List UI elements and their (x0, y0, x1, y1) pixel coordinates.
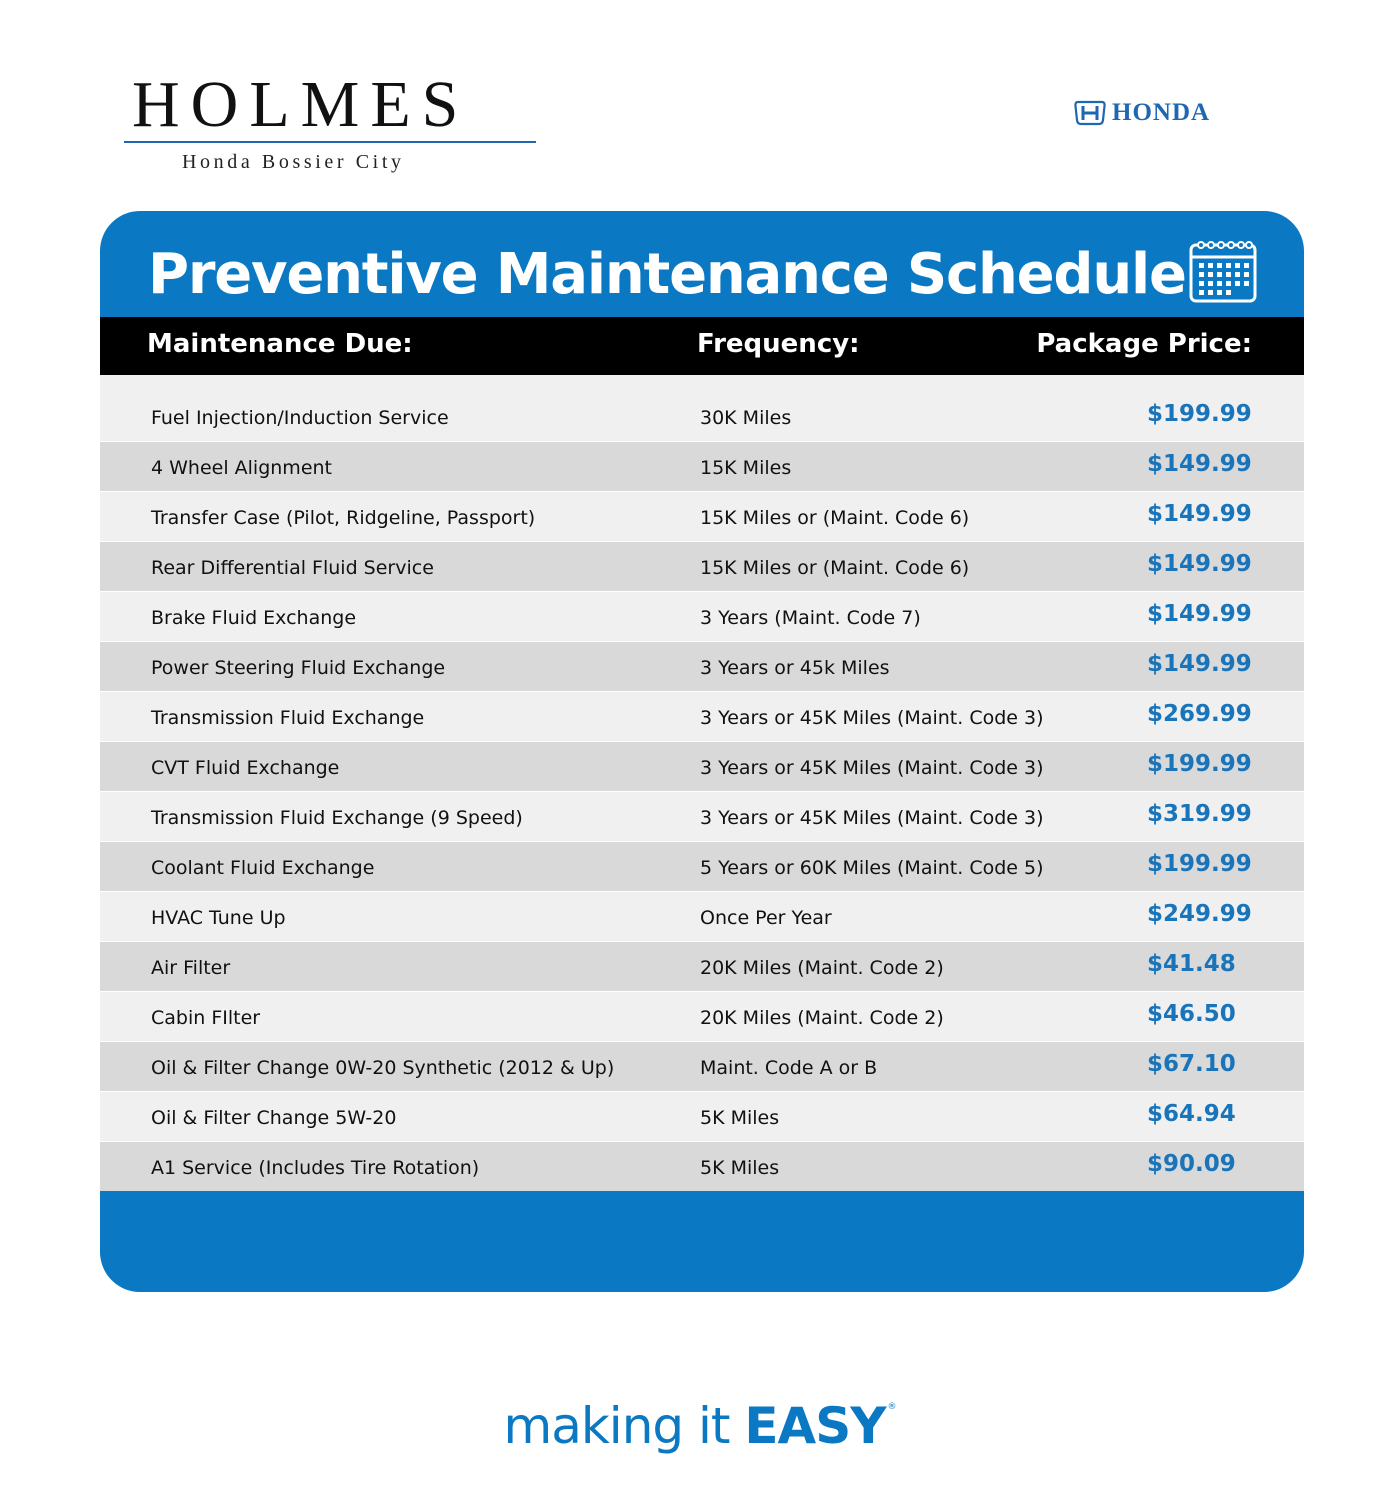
schedule-table-body (100, 375, 1304, 1191)
frequency-cell: 5K Miles (700, 1107, 780, 1129)
frequency-cell: 3 Years or 45k Miles (700, 657, 890, 679)
dealer-subtitle: Honda Bossier City (182, 151, 405, 173)
frequency-cell: 3 Years or 45K Miles (Maint. Code 3) (700, 757, 1044, 779)
table-row (100, 691, 1304, 741)
table-row (100, 741, 1304, 791)
maintenance-item: Oil & Filter Change 0W-20 Synthetic (2012 & Up) (151, 1057, 615, 1079)
schedule-title: Preventive Maintenance Schedule (148, 242, 1186, 307)
table-row (100, 991, 1304, 1041)
table-row (100, 441, 1304, 491)
price-cell: $90.09 (1147, 1151, 1236, 1177)
table-row (100, 491, 1304, 541)
price-cell: $319.99 (1147, 801, 1252, 827)
table-row (100, 1091, 1304, 1141)
table-row (100, 541, 1304, 591)
maintenance-item: Coolant Fluid Exchange (151, 857, 375, 879)
table-row (100, 1141, 1304, 1191)
maintenance-item: Transmission Fluid Exchange (9 Speed) (151, 807, 523, 829)
maintenance-item: Transfer Case (Pilot, Ridgeline, Passport) (151, 507, 536, 529)
table-row (100, 841, 1304, 891)
table-row (100, 1041, 1304, 1091)
price-cell: $64.94 (1147, 1101, 1236, 1127)
table-row (100, 941, 1304, 991)
tagline-emphasis: EASY (744, 1397, 886, 1455)
maintenance-item: 4 Wheel Alignment (151, 457, 333, 479)
maintenance-item: Air Filter (151, 957, 231, 979)
price-cell: $149.99 (1147, 601, 1252, 627)
frequency-cell: 15K Miles or (Maint. Code 6) (700, 557, 970, 579)
dealer-name: HOLMES (132, 68, 470, 141)
honda-h-logo-icon (1074, 100, 1106, 126)
price-cell: $199.99 (1147, 751, 1252, 777)
frequency-cell: 5 Years or 60K Miles (Maint. Code 5) (700, 857, 1044, 879)
tagline-prefix: making it (503, 1397, 745, 1455)
dealer-logo (124, 68, 536, 174)
price-cell: $67.10 (1147, 1051, 1236, 1077)
frequency-cell: 3 Years or 45K Miles (Maint. Code 3) (700, 807, 1044, 829)
honda-logo (1074, 98, 1210, 128)
price-cell: $46.50 (1147, 1001, 1236, 1027)
maintenance-item: HVAC Tune Up (151, 907, 286, 929)
price-cell: $149.99 (1147, 651, 1252, 677)
tagline (0, 1372, 1400, 1461)
frequency-cell: 15K Miles (700, 457, 792, 479)
maintenance-item: Power Steering Fluid Exchange (151, 657, 446, 679)
maintenance-item: A1 Service (Includes Tire Rotation) (151, 1157, 480, 1179)
frequency-cell: Once Per Year (700, 907, 832, 929)
trademark-mark: ® (887, 1402, 897, 1412)
table-row (100, 891, 1304, 941)
frequency-cell: 20K Miles (Maint. Code 2) (700, 957, 944, 979)
frequency-cell: 20K Miles (Maint. Code 2) (700, 1007, 944, 1029)
price-cell: $149.99 (1147, 551, 1252, 577)
frequency-cell: Maint. Code A or B (700, 1057, 878, 1079)
price-cell: $199.99 (1147, 851, 1252, 877)
price-cell: $149.99 (1147, 501, 1252, 527)
price-cell: $41.48 (1147, 951, 1236, 977)
maintenance-item: Oil & Filter Change 5W-20 (151, 1107, 397, 1129)
frequency-cell: 15K Miles or (Maint. Code 6) (700, 507, 970, 529)
price-cell: $249.99 (1147, 901, 1252, 927)
maintenance-item: Cabin FIlter (151, 1007, 261, 1029)
table-row (100, 641, 1304, 691)
calendar-icon (1188, 237, 1258, 305)
table-row (100, 375, 1304, 441)
table-row (100, 591, 1304, 641)
column-header-price: Package Price: (1036, 329, 1252, 359)
frequency-cell: 5K Miles (700, 1157, 780, 1179)
price-cell: $269.99 (1147, 701, 1252, 727)
column-header-frequency: Frequency: (697, 329, 860, 359)
price-cell: $199.99 (1147, 401, 1252, 427)
maintenance-item: Fuel Injection/Induction Service (151, 407, 449, 429)
table-header (100, 317, 1304, 375)
schedule-card (100, 211, 1304, 1292)
logo-divider (124, 141, 536, 143)
maintenance-item: Brake Fluid Exchange (151, 607, 357, 629)
honda-wordmark: HONDA (1112, 99, 1211, 126)
maintenance-item: Transmission Fluid Exchange (151, 707, 425, 729)
maintenance-item: CVT Fluid Exchange (151, 757, 340, 779)
frequency-cell: 3 Years or 45K Miles (Maint. Code 3) (700, 707, 1044, 729)
frequency-cell: 3 Years (Maint. Code 7) (700, 607, 921, 629)
frequency-cell: 30K Miles (700, 407, 792, 429)
column-header-maintenance: Maintenance Due: (147, 329, 413, 359)
maintenance-item: Rear Differential Fluid Service (151, 557, 434, 579)
price-cell: $149.99 (1147, 451, 1252, 477)
table-row (100, 791, 1304, 841)
